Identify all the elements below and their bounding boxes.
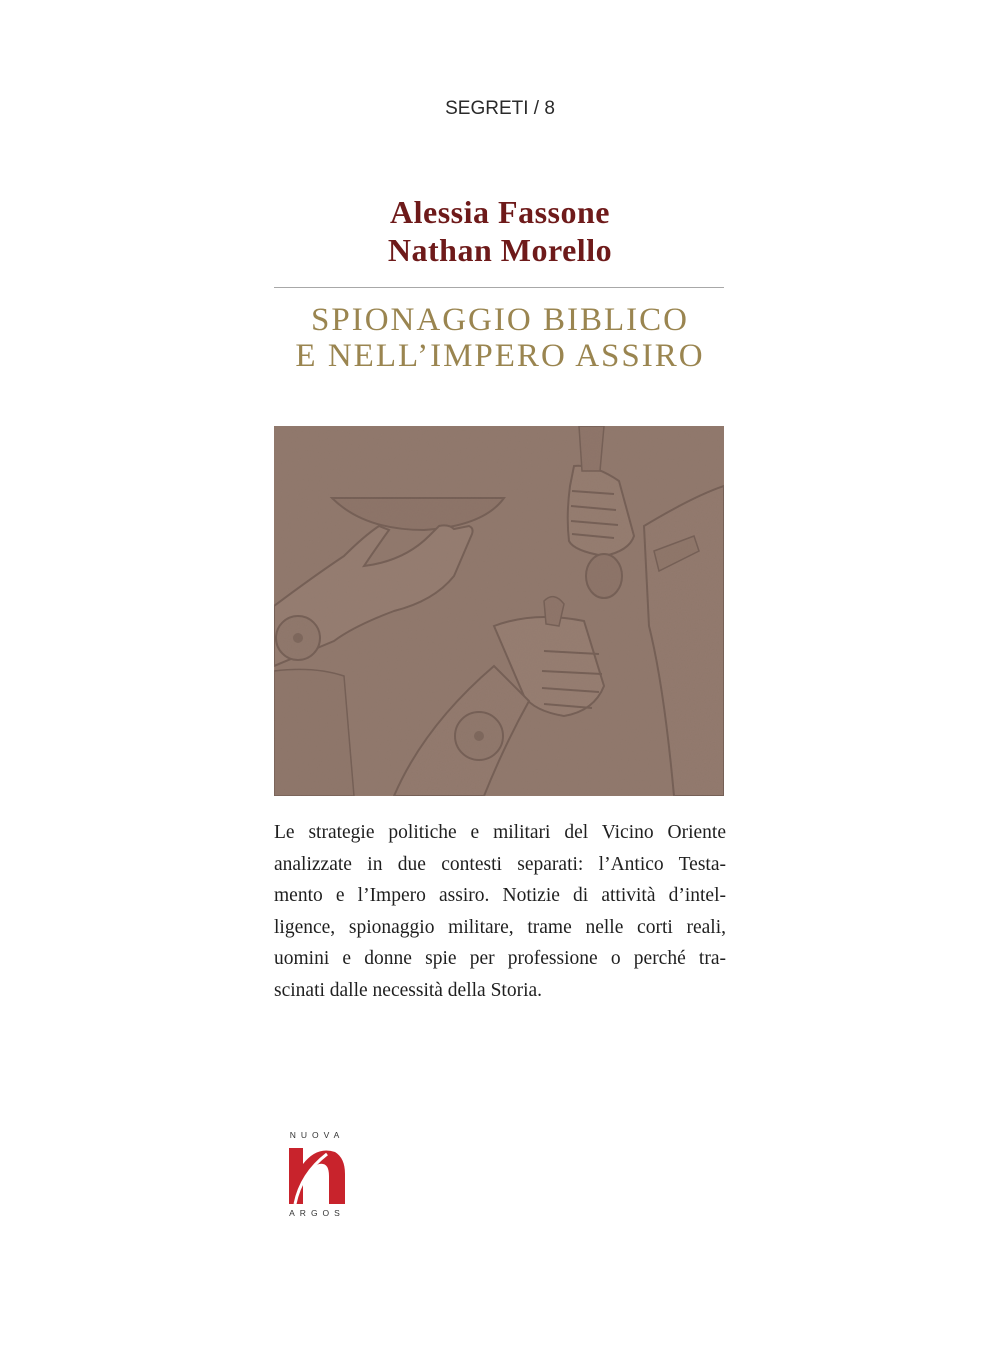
series-label: SEGRETI / 8: [445, 98, 555, 119]
publisher-logo: [283, 1130, 351, 1218]
author-name: Alessia Fassone: [390, 194, 610, 230]
relief-illustration-icon: [274, 426, 724, 796]
title-line: SPIONAGGIO BIBLICO: [311, 302, 689, 338]
blurb-line: ligence, spionaggio militare, trame nelle corti reali,: [274, 916, 726, 938]
publisher-name-bottom: ARGOS: [289, 1208, 345, 1218]
nuova-argos-logo-icon: [287, 1144, 347, 1204]
book-title: [0, 302, 1000, 374]
blurb-line: Le strategie politiche e militari del Vicino Oriente: [274, 822, 726, 843]
publisher-name-top: NUOVA: [289, 1130, 345, 1140]
cover-image: [274, 426, 724, 796]
blurb-line: mento e l’Impero assiro. Notizie di attività d’intel-: [274, 885, 726, 906]
author-name: Nathan Morello: [387, 232, 613, 268]
blurb-line: analizzate in due contesti separati: l’Antico Testa-: [274, 853, 726, 875]
divider: [274, 287, 724, 288]
title-line: E NELL’IMPERO ASSIRO: [295, 338, 705, 374]
authors: [0, 193, 1000, 269]
blurb-line: scinati dalle necessità della Storia.: [274, 979, 543, 1001]
blurb-line: uomini e donne spie per professione o perché tra-: [274, 948, 726, 969]
blurb-text: [274, 817, 726, 1006]
